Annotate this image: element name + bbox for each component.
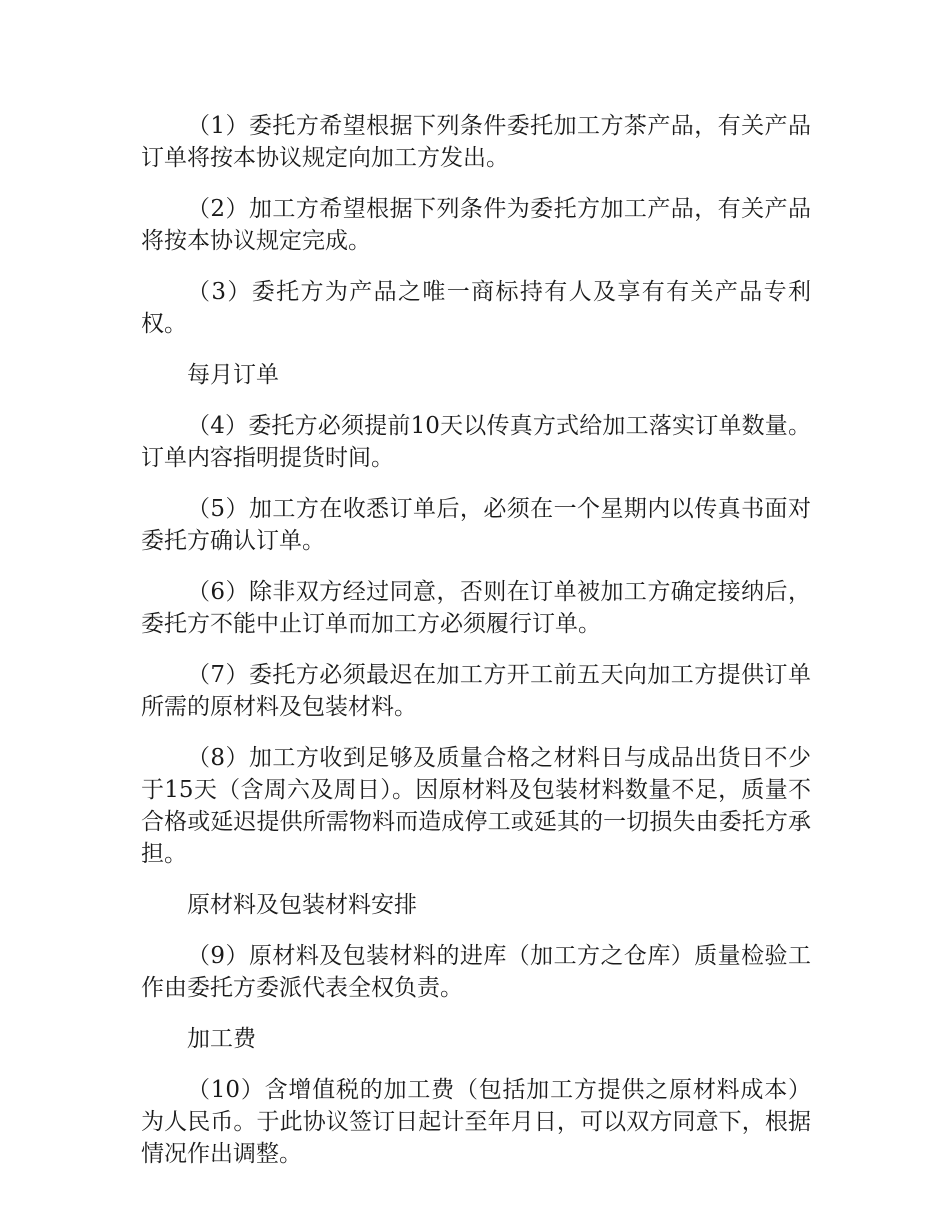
clause-1: （1）委托方希望根据下列条件委托加工方茶产品，有关产品订单将按本协议规定向加工方发出。 (141, 113, 811, 171)
clause-10: （10）含增值税的加工费（包括加工方提供之原材料成本）为人民币。于此协议签订日起计至年月日，可以双方同意下，根据情况作出调整。 (141, 1077, 811, 1167)
clause-6: （6）除非双方经过同意，否则在订单被加工方确定接纳后，委托方不能中止订单而加工方必须履行订单。 (141, 579, 811, 637)
document-body (141, 110, 811, 1189)
section-heading-materials: 原材料及包装材料安排 (187, 892, 417, 918)
clause-5: （5）加工方在收悉订单后，必须在一个星期内以传真书面对委托方确认订单。 (141, 496, 811, 554)
clause-2: （2）加工方希望根据下列条件为委托方加工产品，有关产品将按本协议规定完成。 (141, 196, 811, 254)
clause-9: （9）原材料及包装材料的进库（加工方之仓库）质量检验工作由委托方委派代表全权负责。 (141, 943, 811, 1001)
clause-8: （8）加工方收到足够及质量合格之材料日与成品出货日不少于15天（含周六及周日）。因原材料及包装材料数量不足，质量不合格或延迟提供所需物料而造成停工或延其的一切损失由委托方承担。 (141, 745, 811, 867)
section-heading-monthly-orders: 每月订单 (187, 362, 279, 388)
clause-7: （7）委托方必须最迟在加工方开工前五天向加工方提供订单所需的原材料及包装材料。 (141, 662, 811, 720)
clause-3: （3）委托方为产品之唯一商标持有人及享有有关产品专利权。 (141, 279, 811, 337)
clause-4: （4）委托方必须提前10天以传真方式给加工落实订单数量。订单内容指明提货时间。 (141, 413, 811, 471)
section-heading-processing-fee: 加工费 (187, 1026, 256, 1052)
